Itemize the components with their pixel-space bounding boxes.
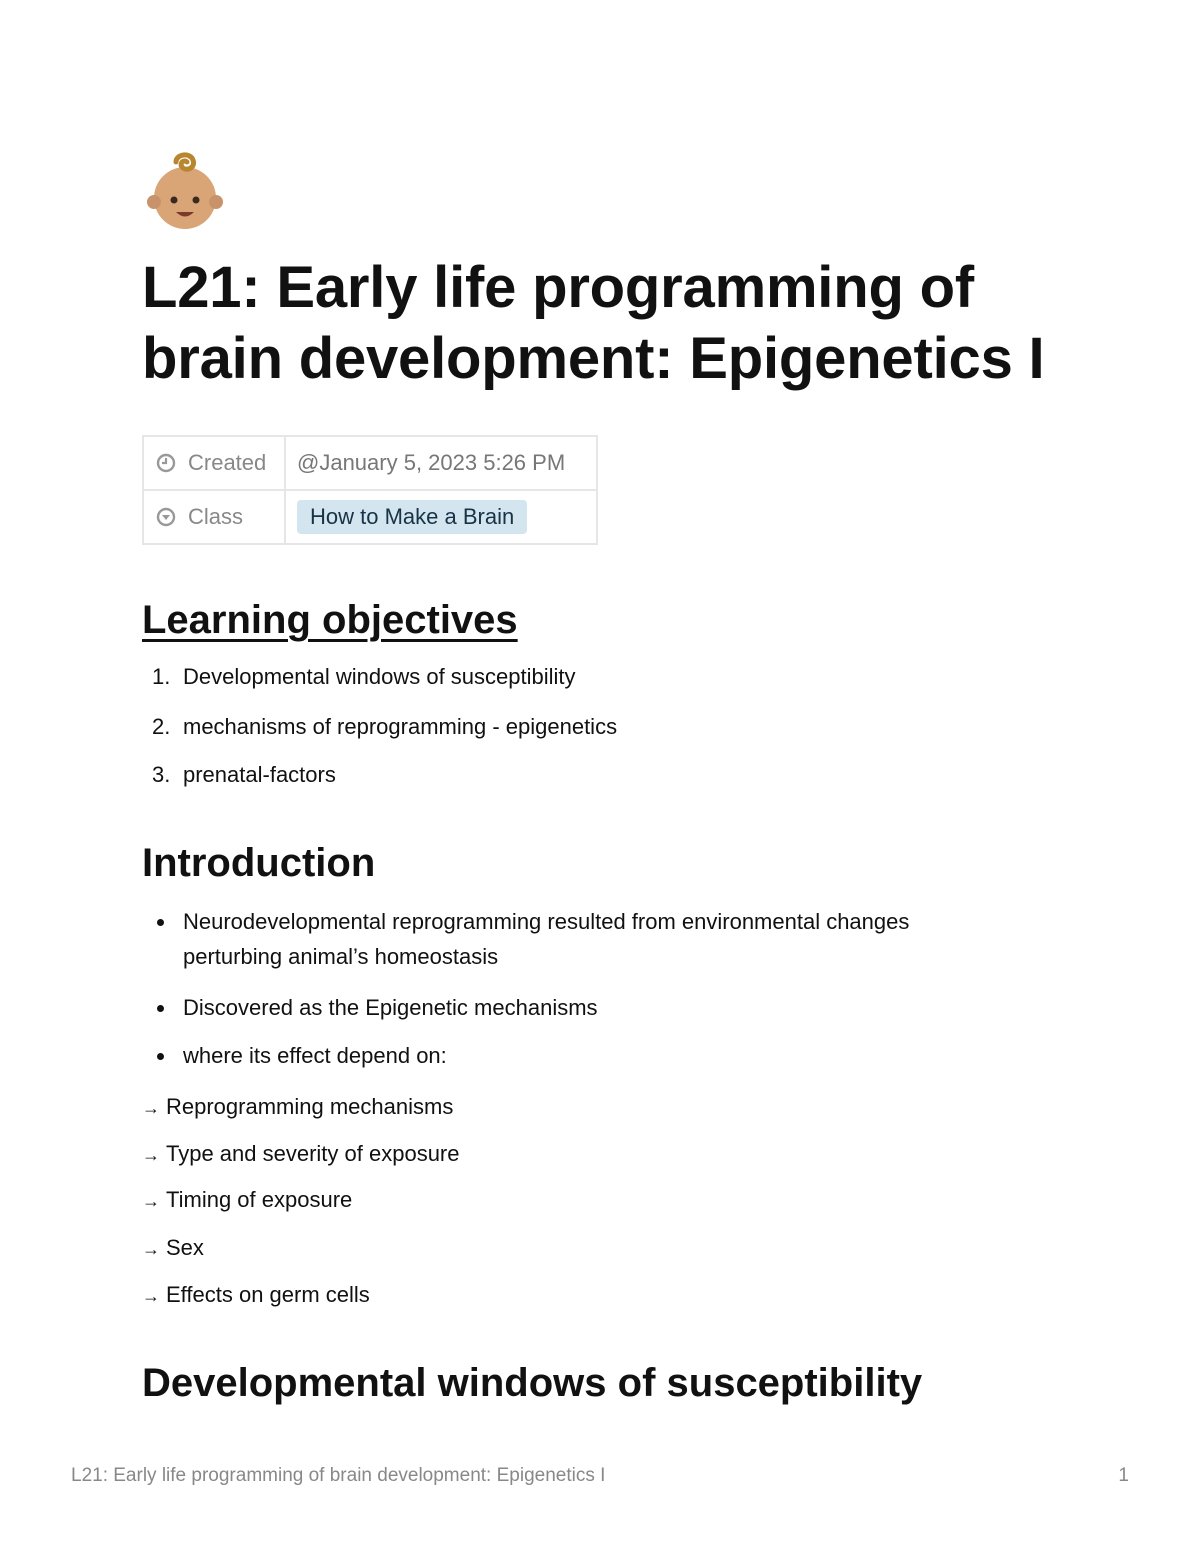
arrow-item: → Effects on germ cells	[142, 1282, 370, 1307]
arrow-right-icon: →	[142, 1098, 160, 1118]
heading-learning-objectives: Learning objectives	[142, 598, 518, 642]
arrow-item: → Timing of exposure	[142, 1187, 353, 1212]
select-icon	[156, 507, 176, 527]
bullet-icon	[157, 1005, 164, 1012]
property-row-created	[143, 436, 597, 490]
class-label: Class	[188, 504, 244, 529]
heading-introduction: Introduction	[142, 841, 376, 885]
created-label: Created	[188, 450, 267, 475]
arrow-right-icon: →	[142, 1286, 160, 1306]
created-value[interactable]: @January 5, 2023 5:26 PM	[297, 450, 566, 475]
page-title: L21: Early life programming of brain development: Epigenetics I	[142, 255, 1045, 391]
arrow-right-icon: →	[142, 1191, 160, 1211]
class-tag[interactable]: How to Make a Brain	[297, 500, 527, 534]
footer-title: L21: Early life programming of brain development: Epigenetics I	[71, 1465, 606, 1486]
arrow-item: → Sex	[142, 1235, 204, 1260]
arrow-item: → Reprogramming mechanisms	[142, 1094, 454, 1119]
arrow-right-icon: →	[142, 1239, 160, 1259]
arrow-right-icon: →	[142, 1145, 160, 1165]
baby-face-icon	[146, 152, 224, 236]
clock-icon	[156, 453, 176, 473]
bullet-icon	[157, 919, 164, 926]
arrow-item: → Type and severity of exposure	[142, 1141, 460, 1166]
page-number: 1	[1118, 1465, 1129, 1486]
properties-table	[142, 435, 598, 545]
heading-developmental-windows: Developmental windows of susceptibility	[142, 1361, 923, 1405]
property-row-class	[143, 490, 597, 544]
bullet-icon	[157, 1053, 164, 1060]
